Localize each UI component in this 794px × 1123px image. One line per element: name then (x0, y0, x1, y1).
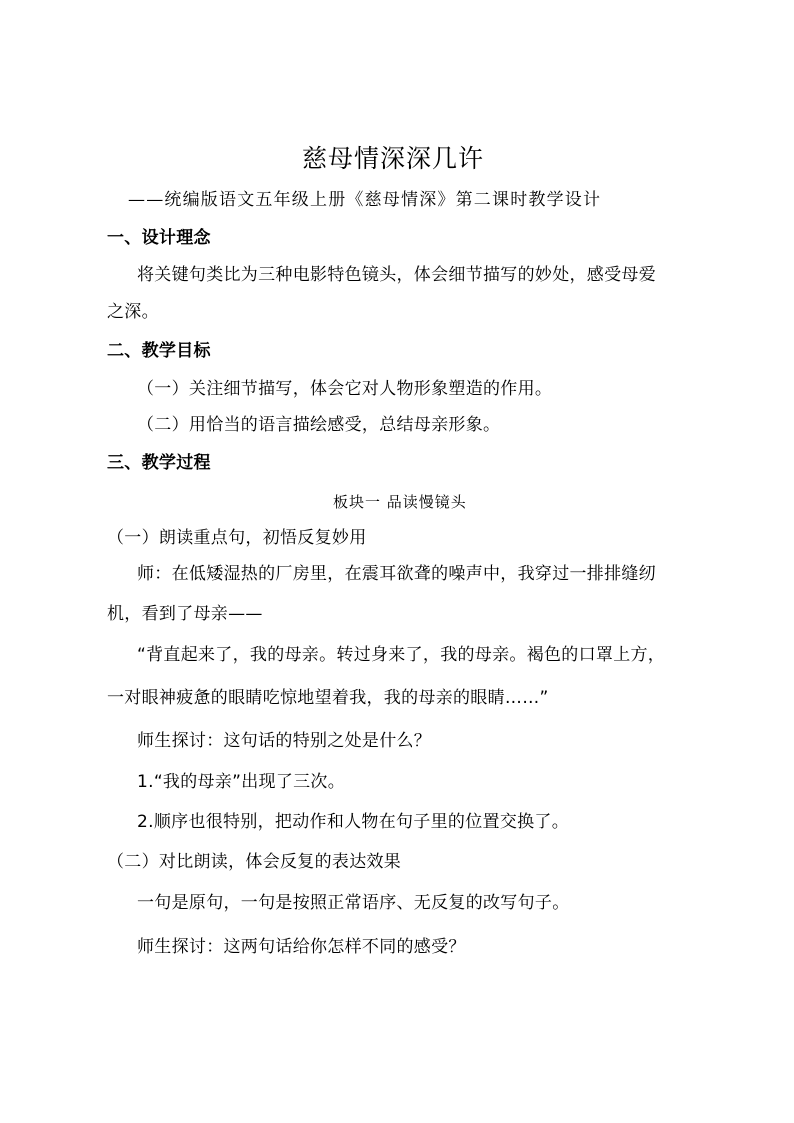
section-heading-teaching-process: 三、教学过程 (107, 453, 211, 473)
quote-line: “背直起来了，我的母亲。转过身来了，我的母亲。褐色的口罩上方， (137, 645, 666, 665)
document-title: 慈母情深深几许 (302, 144, 485, 173)
subsection-heading: （二）对比朗读，体会反复的表达效果 (107, 852, 402, 872)
paragraph-line: 一句是原句，一句是按照正常语序、无反复的改写句子。 (137, 893, 570, 913)
paragraph-line: 师：在低矮湿热的厂房里，在震耳欲聋的噪声中，我穿过一排排缝纫 (137, 564, 656, 584)
block-title: 板块一 品读慢镜头 (333, 493, 467, 511)
subsection-heading: （一）朗读重点句，初悟反复妙用 (107, 528, 367, 548)
discussion-question: 师生探讨：这句话的特别之处是什么？ (137, 731, 432, 751)
paragraph-line: 机，看到了母亲—— (107, 604, 263, 624)
quote-line: 一对眼神疲惫的眼睛吃惊地望着我，我的母亲的眼睛……” (107, 688, 549, 708)
paragraph-line: 将关键句类比为三种电影特色镜头，体会细节描写的妙处，感受母爱 (137, 265, 656, 285)
discussion-question: 师生探讨：这两句话给你怎样不同的感受？ (137, 937, 466, 957)
paragraph-line: 之深。 (107, 302, 159, 322)
list-item: 1.“我的母亲”出现了三次。 (137, 772, 346, 792)
goal-item: （二）用恰当的语言描绘感受，总结母亲形象。 (137, 415, 501, 435)
section-heading-design-concept: 一、设计理念 (107, 228, 211, 248)
goal-item: （一）关注细节描写，体会它对人物形象塑造的作用。 (137, 379, 553, 399)
document-subtitle: ——统编版语文五年级上册《慈母情深》第二课时教学设计 (128, 190, 602, 210)
list-item: 2.顺序也很特别，把动作和人物在句子里的位置交换了。 (137, 812, 570, 832)
section-heading-teaching-goals: 二、教学目标 (107, 341, 211, 361)
